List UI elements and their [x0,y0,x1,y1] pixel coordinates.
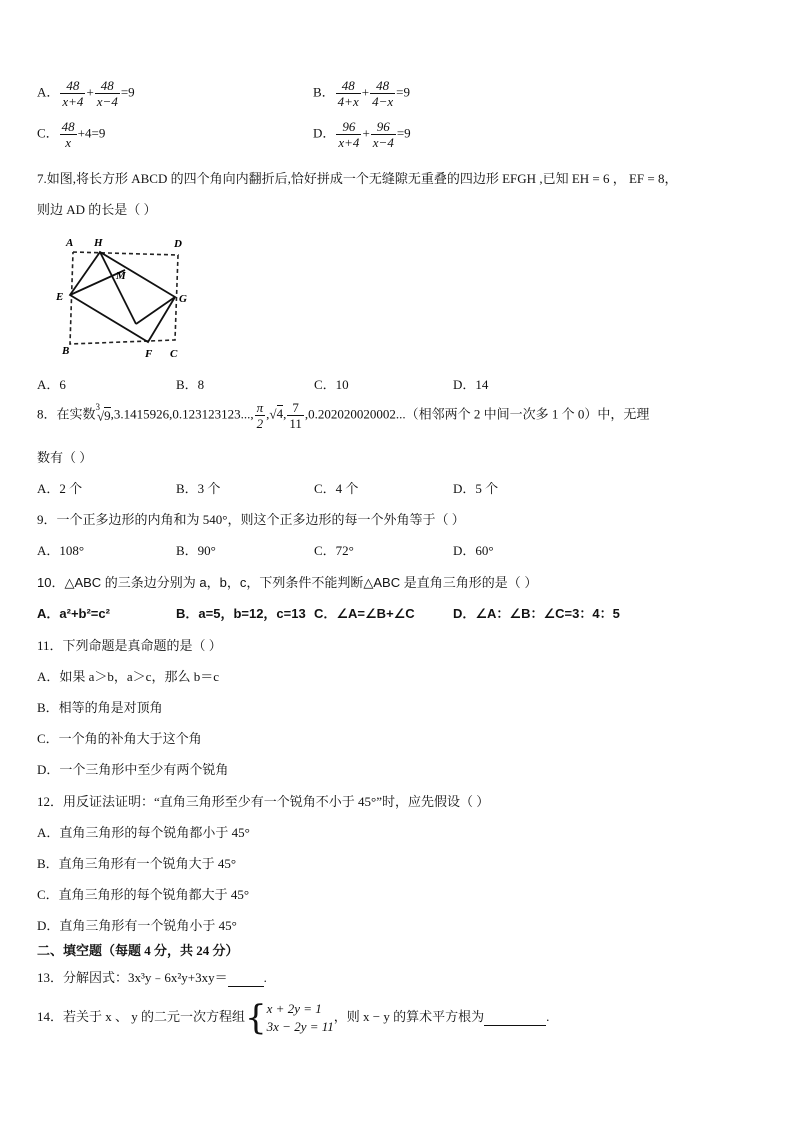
q11-option-d[interactable]: D．一个三角形中至少有两个锐角 [37,762,229,777]
numerator: 48 [66,78,80,93]
q11-option-c[interactable]: C．一个角的补角大于这个角 [37,731,202,746]
denominator: 2 [255,415,266,431]
equation-2: 3x − 2y = 11 [266,1019,334,1034]
denominator: x−4 [96,94,118,109]
answer-blank[interactable] [228,970,264,987]
q7-option-d[interactable]: D．14 [453,377,489,392]
q12-stem: 12．用反证法证明：“直角三角形至少有一个锐角不小于 45°”时，应先假设（ ） [37,794,490,809]
label-c: C [170,348,178,360]
q11-option-a[interactable]: A．如果 a＞b，a＞c，那么 b＝c [37,669,219,684]
plus-sign: + [86,84,94,100]
fraction [336,78,361,109]
denominator: x+4 [62,94,84,109]
q12-option-d[interactable]: D．直角三角形有一个锐角小于 45° [37,918,237,933]
fraction [371,119,396,150]
denominator: x [60,134,77,150]
q8-tail: ,0.202020020002...（相邻两个 2 中间一次多 1 个 0）中，无理 [304,406,650,422]
q7-option-b[interactable]: B．8 [176,377,205,392]
label-g: G [179,293,187,305]
q11-stem: 11．下列命题是真命题的是（ ） [37,638,222,653]
numerator: 7 [292,400,299,415]
q14-mid: ，则 x − y 的算术平方根为 [333,1008,485,1024]
q8-stem-line2: 数有（ ） [37,450,93,465]
radicand: 4 [276,406,284,422]
q9-option-a[interactable]: A．108° [37,543,85,558]
label-a: A [66,237,74,249]
q9-stem: 9．一个正多边形的内角和为 540°，则这个正多边形的每一个外角等于（ ） [37,512,465,527]
fraction [60,78,85,109]
numerator: 48 [376,78,390,93]
cube-root: $^3$√9 [95,401,111,424]
fold-line-fg [136,297,175,324]
q7-option-a[interactable]: A．6 [37,377,66,392]
q8-stem-line1 [37,400,649,431]
comma: , [283,406,287,422]
q9-option-b[interactable]: B．90° [176,543,216,558]
q14-stem [37,1000,549,1036]
q10-option-c[interactable]: C．∠A=∠B+∠C [314,606,415,621]
label-m: M [116,270,126,282]
period: . [263,970,267,985]
denominator: 11 [289,416,302,431]
equation-1: x + 2y = 1 [266,1001,322,1016]
numerator: 96 [376,119,390,134]
option-label: B． [313,84,335,100]
fraction [336,119,361,150]
q7-figure [48,232,198,364]
q8-option-a[interactable]: A．2 个 [37,481,83,496]
label-f: F [145,348,153,360]
q6-option-a[interactable] [37,78,135,109]
option-label: C． [37,125,59,141]
q8-option-d[interactable]: D．5 个 [453,481,499,496]
square-root: √4 [269,406,284,422]
label-e: E [56,291,64,303]
fraction [95,78,120,109]
fraction [60,119,77,150]
equation-rhs: =9 [396,84,410,100]
equation-rhs: +4=9 [77,125,106,141]
numerator: 48 [61,119,75,134]
q9-option-c[interactable]: C．72° [314,543,354,558]
numerator: 96 [342,119,356,134]
option-label: A． [37,84,60,100]
q7-stem-line2: 则边 AD 的长是（ ） [37,202,157,217]
q9-option-d[interactable]: D．60° [453,543,494,558]
q7-option-c[interactable]: C．10 [314,377,349,392]
q12-option-c[interactable]: C．直角三角形的每个锐角都大于 45° [37,887,250,902]
q12-option-b[interactable]: B．直角三角形有一个锐角大于 45° [37,856,237,871]
numerator: 48 [341,78,355,93]
fraction-pi-over-2 [255,400,266,431]
denominator: x−4 [372,135,394,150]
fraction [370,78,395,109]
q10-stem: 10．△ABC 的三条边分别为 a，b，c，下列条件不能判断△ABC 是直角三角形的是（ ） [37,575,538,590]
label-d: D [174,238,182,250]
denominator: 4−x [372,94,394,109]
radicand: 9 [104,408,111,424]
q8-option-b[interactable]: B．3 个 [176,481,221,496]
q11-option-b[interactable]: B．相等的角是对顶角 [37,700,163,715]
answer-blank[interactable] [484,1009,546,1026]
q10-option-a[interactable]: A．a²+b²=c² [37,606,110,621]
q13-stem [37,967,267,987]
option-label: D． [313,125,336,141]
equation-rhs: =9 [396,125,411,141]
label-h: H [94,237,103,249]
fraction-7-over-11 [287,400,304,431]
numerator: 48 [100,78,114,93]
q12-option-a[interactable]: A．直角三角形的每个锐角都小于 45° [37,825,250,840]
label-b: B [62,345,70,357]
comma: , [266,406,270,422]
numerator: π [256,400,264,415]
plus-sign: + [361,84,370,100]
q6-option-c[interactable] [37,119,105,150]
q13-text: 13．分解因式：3x³y﹣6x²y+3xy＝ [37,970,228,985]
equation-rhs: =9 [120,84,135,100]
q10-option-d[interactable]: D．∠A：∠B：∠C=3：4：5 [453,606,620,621]
q6-option-b[interactable] [313,78,410,109]
root-index: 3 [95,401,101,412]
plus-sign: + [362,125,370,141]
q8-option-c[interactable]: C．4 个 [314,481,359,496]
q14-prefix: 14．若关于 x 、 y 的二元一次方程组 [37,1008,246,1024]
section-title: 二、填空题（每题 4 分，共 24 分） [37,943,239,958]
brace: { [245,998,267,1038]
q7-stem-line1: 7.如图,将长方形 ABCD 的四个角向内翻折后,恰好拼成一个无缝隙无重叠的四边形 EFGH ,已知 EH = 6 ， EF = 8， [37,171,678,186]
equation-system [267,1000,334,1036]
denominator: 4+x [337,94,359,109]
q8-numbers: ,3.1415926,0.123123123..., [110,406,254,422]
q8-prefix: 8．在实数 [37,406,96,422]
denominator: x+4 [338,135,360,150]
period: . [546,1008,550,1024]
q10-option-b[interactable]: B．a=5，b=12，c=13 [176,606,306,621]
q6-option-d[interactable] [313,119,411,150]
